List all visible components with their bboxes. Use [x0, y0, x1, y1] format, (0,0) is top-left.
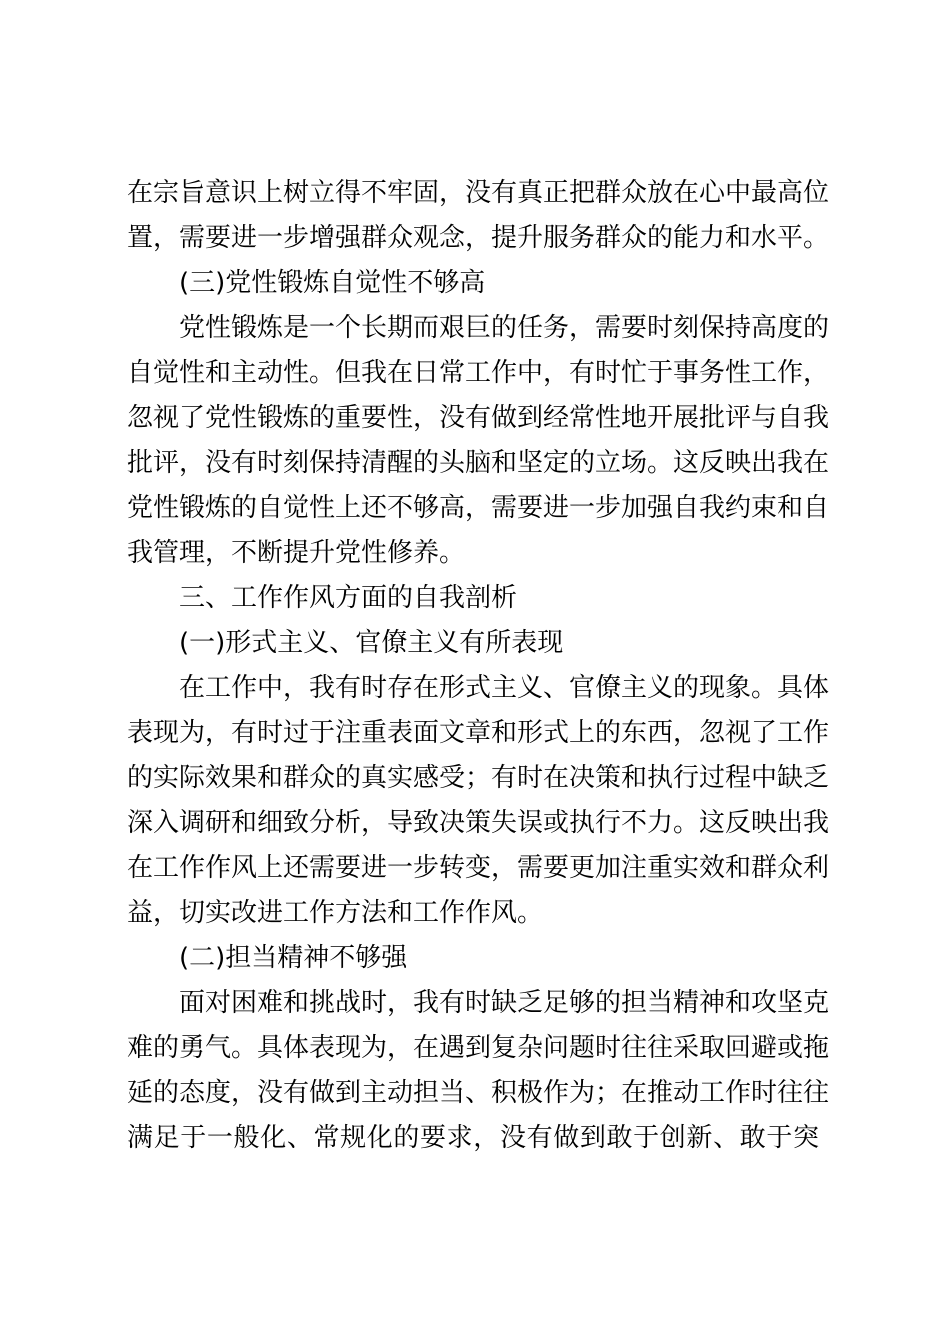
section-heading: (二)担当精神不够强: [179, 943, 408, 973]
paragraph-line: 的实际效果和群众的真实感受；有时在决策和执行过程中缺乏: [127, 763, 830, 793]
paragraph-line: 置，需要进一步增强群众观念，提升服务群众的能力和水平。: [127, 223, 830, 253]
paragraph-line: 益，切实改进工作方法和工作作风。: [127, 898, 544, 928]
paragraph-line: 批评，没有时刻保持清醒的头脑和坚定的立场。这反映出我在: [127, 448, 830, 478]
section-heading: (一)形式主义、官僚主义有所表现: [179, 628, 564, 658]
paragraph-line: 难的勇气。具体表现为，在遇到复杂问题时往往采取回避或拖: [127, 1033, 830, 1063]
paragraph-line: 在工作作风上还需要进一步转变，需要更加注重实效和群众利: [127, 853, 830, 883]
paragraph-line: 面对困难和挑战时，我有时缺乏足够的担当精神和攻坚克: [179, 988, 830, 1018]
paragraph-line: 在宗旨意识上树立得不牢固，没有真正把群众放在心中最高位: [127, 178, 830, 208]
paragraph-line: 我管理，不断提升党性修养。: [127, 538, 466, 568]
section-heading: (三)党性锻炼自觉性不够高: [179, 268, 486, 298]
chapter-heading: 三、工作作风方面的自我剖析: [179, 583, 518, 613]
paragraph-line: 忽视了党性锻炼的重要性，没有做到经常性地开展批评与自我: [127, 403, 830, 433]
paragraph-line: 表现为，有时过于注重表面文章和形式上的东西，忽视了工作: [127, 718, 830, 748]
paragraph-line: 党性锻炼的自觉性上还不够高，需要进一步加强自我约束和自: [127, 493, 830, 523]
paragraph-line: 深入调研和细致分析，导致决策失误或执行不力。这反映出我: [127, 808, 830, 838]
paragraph-line: 满足于一般化、常规化的要求，没有做到敢于创新、敢于突: [127, 1123, 819, 1153]
paragraph-line: 党性锻炼是一个长期而艰巨的任务，需要时刻保持高度的: [179, 313, 830, 343]
paragraph-line: 延的态度，没有做到主动担当、积极作为；在推动工作时往往: [127, 1078, 830, 1108]
document-body: [127, 171, 830, 1161]
paragraph-line: 在工作中，我有时存在形式主义、官僚主义的现象。具体: [179, 673, 830, 703]
paragraph-line: 自觉性和主动性。但我在日常工作中，有时忙于事务性工作，: [127, 358, 830, 388]
